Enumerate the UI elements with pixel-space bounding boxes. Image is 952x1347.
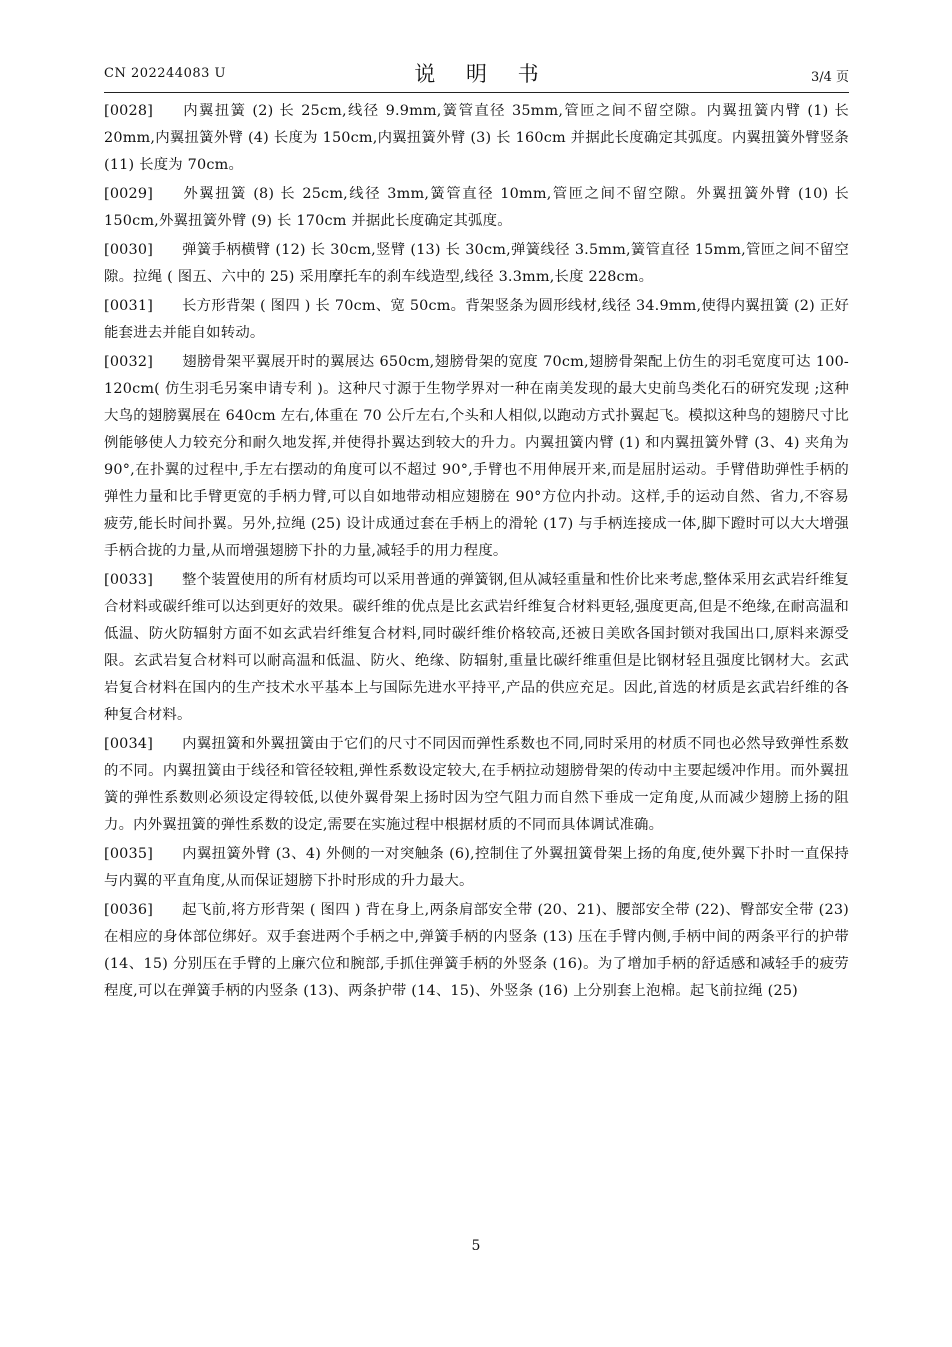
paragraph-text: 翅膀骨架平翼展开时的翼展达 650cm,翅膀骨架的宽度 70cm,翅膀骨架配上仿生的羽毛宽度可达 100-120cm( 仿生羽毛另案申请专利 )。这种尺寸源于生物学界对一种在南美发现的最大史前鸟类化石的研究发现 ;这种大鸟的翅膀翼展在 640cm 左右,体重在 70 公斤左右,个头和人相似,以跑动方式扑翼起飞。模拟这种鸟的翅膀尺寸比例能够使人力较充分和耐久地发挥,并使得扑翼达到较大的升力。内翼扭簧内臂 (1) 和内翼扭簧外臂 (3、4) 夹角为 90°,在扑翼的过程中,手左右摆动的角度可以不超过 90°,手臂也不用伸展开来,而是屈肘运动。手臂借助弹性手柄的弹性力量和比手臂更宽的手柄力臂,可以自如地带动相应翅膀在 90°方位内扑动。这样,手的运动自然、省力,不容易疲劳,能长时间扑翼。另外,拉绳 (25) 设计成通过套在手柄上的滑轮 (17) 与手柄连接成一体,脚下蹬时可以大大增强手柄合拢的力量,从而增强翅膀下扑的力量,减轻手的用力程度。 xyxy=(104,354,849,559)
paragraph-number: [0030] xyxy=(104,242,154,258)
paragraph-0035 xyxy=(104,841,849,895)
paragraph-number: [0033] xyxy=(104,572,154,588)
paragraph-text: 弹簧手柄横臂 (12) 长 30cm,竖臂 (13) 长 30cm,弹簧线径 3.5mm,簧管直径 15mm,管匝之间不留空隙。拉绳 ( 图五、六中的 25) 采用摩托车的刹车线造型,线径 3.3mm,长度 228cm。 xyxy=(104,242,849,285)
paragraph-number: [0032] xyxy=(104,354,154,370)
paragraph-text: 起飞前,将方形背架 ( 图四 ) 背在身上,两条肩部安全带 (20、21)、腰部安全带 (22)、臀部安全带 (23) 在相应的身体部位绑好。双手套进两个手柄之中,弹簧手柄的内竖条 (13) 压在手臂内侧,手柄中间的两条平行的护带 (14、15) 分别压在手臂的上廉穴位和腕部,手抓住弹簧手柄的外竖条 (16)。为了增加手柄的舒适感和减轻手的疲劳程度,可以在弹簧手柄的内竖条 (13)、两条护带 (14、15)、外竖条 (16) 上分别套上泡棉。起飞前拉绳 (25) xyxy=(104,902,849,999)
paragraph-0033 xyxy=(104,567,849,729)
paragraph-0030 xyxy=(104,237,849,291)
paragraph-0032 xyxy=(104,349,849,565)
paragraph-text: 整个装置使用的所有材质均可以采用普通的弹簧钢,但从减轻重量和性价比来考虑,整体采用玄武岩纤维复合材料或碳纤维可以达到更好的效果。碳纤维的优点是比玄武岩纤维复合材料更轻,强度更高,但是不绝缘,在耐高温和低温、防火防辐射方面不如玄武岩纤维复合材料,同时碳纤维价格较高,还被日美欧各国封锁对我国出口,原料来源受限。玄武岩复合材料可以耐高温和低温、防火、绝缘、防辐射,重量比碳纤维重但是比钢材轻且强度比钢材大。玄武岩复合材料在国内的生产技术水平基本上与国际先进水平持平,产品的供应充足。因此,首选的材质是玄武岩纤维的各种复合材料。 xyxy=(104,572,849,723)
document-body xyxy=(104,98,849,1007)
paragraph-number: [0035] xyxy=(104,846,154,862)
paragraph-0029 xyxy=(104,181,849,235)
paragraph-number: [0028] xyxy=(104,103,154,119)
paragraph-text: 内翼扭簧 (2) 长 25cm,线径 9.9mm,簧管直径 35mm,管匝之间不留空隙。内翼扭簧内臂 (1) 长 20mm,内翼扭簧外臂 (4) 长度为 150cm,内翼扭簧外臂 (3) 长 160cm 并据此长度确定其弧度。内翼扭簧外臂竖条 (11) 长度为 70cm。 xyxy=(104,103,849,173)
paragraph-text: 内翼扭簧和外翼扭簧由于它们的尺寸不同因而弹性系数也不同,同时采用的材质不同也必然导致弹性系数的不同。内翼扭簧由于线径和管径较粗,弹性系数设定较大,在手柄拉动翅膀骨架的传动中主要起缓冲作用。而外翼扭簧的弹性系数则必须设定得较低,以使外翼骨架上扬时因为空气阻力而自然下垂成一定角度,从而减少翅膀上扬的阻力。内外翼扭簧的弹性系数的设定,需要在实施过程中根据材质的不同而具体调试准确。 xyxy=(104,736,849,833)
paragraph-number: [0031] xyxy=(104,298,154,314)
paragraph-number: [0036] xyxy=(104,902,154,918)
page-header xyxy=(104,58,849,92)
paragraph-0031 xyxy=(104,293,849,347)
paragraph-number: [0034] xyxy=(104,736,154,752)
paragraph-text: 外翼扭簧 (8) 长 25cm,线径 3mm,簧管直径 10mm,管匝之间不留空隙。外翼扭簧外臂 (10) 长 150cm,外翼扭簧外臂 (9) 长 170cm 并据此长度确定其弧度。 xyxy=(104,186,849,229)
paragraph-text: 内翼扭簧外臂 (3、4) 外侧的一对突触条 (6),控制住了外翼扭簧骨架上扬的角度,使外翼下扑时一直保持与内翼的平直角度,从而保证翅膀下扑时形成的升力最大。 xyxy=(104,846,849,889)
page-count: 3/4 页 xyxy=(810,70,849,85)
paragraph-0034 xyxy=(104,731,849,839)
paragraph-0028 xyxy=(104,98,849,179)
header-rule xyxy=(104,92,849,93)
publication-number: CN 202244083 U xyxy=(104,66,226,81)
paragraph-text: 长方形背架 ( 图四 ) 长 70cm、宽 50cm。背架竖条为圆形线材,线径 34.9mm,使得内翼扭簧 (2) 正好能套进去并能自如转动。 xyxy=(104,298,849,341)
paragraph-0036 xyxy=(104,897,849,1005)
document-title: 说 明 书 xyxy=(414,62,551,86)
page-number: 5 xyxy=(471,1238,481,1254)
paragraph-number: [0029] xyxy=(104,186,154,202)
